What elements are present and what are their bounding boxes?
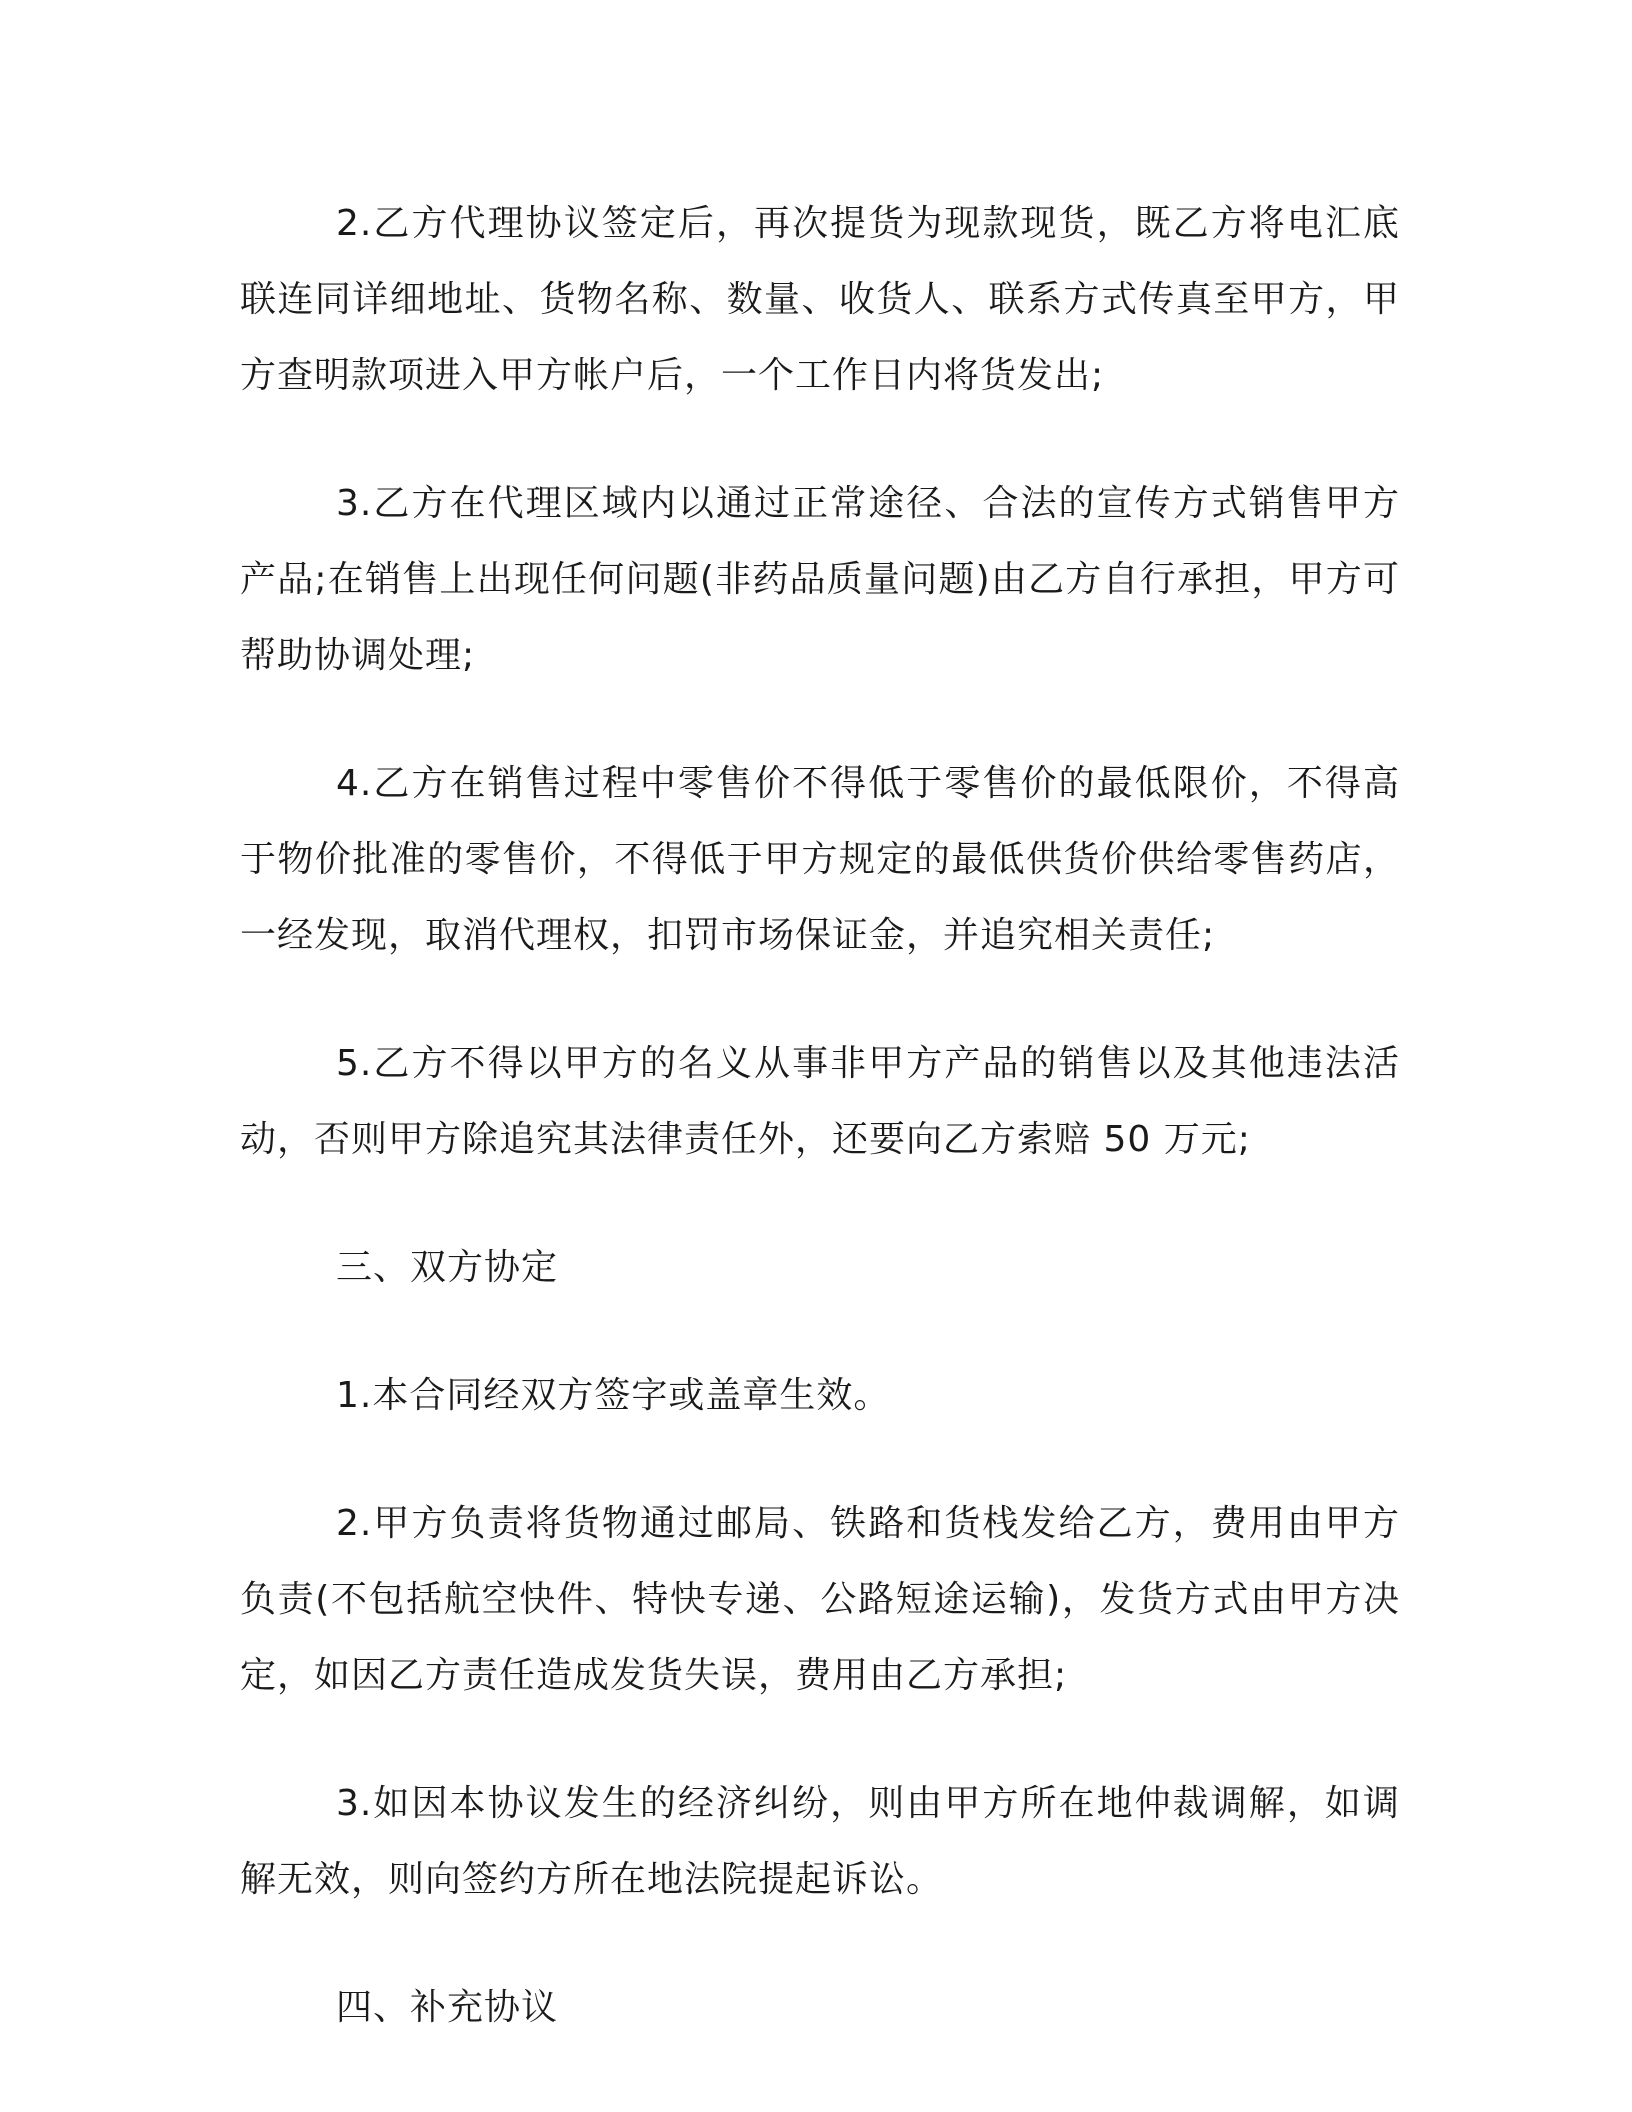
section-heading-supplementary: 四、补充协议 <box>336 1987 559 2028</box>
section-heading-mutual-agreement: 三、双方协定 <box>336 1247 559 1288</box>
agreement-item-1: 1.本合同经双方签字或盖章生效。 <box>336 1375 891 1416</box>
paragraph-item-4: 4.乙方在销售过程中零售价不得低于零售价的最低限价，不得高于物价批准的零售价，不得低于甲方规定的最低供货价供给零售药店，一经发现，取消代理权，扣罚市场保证金，并追究相关责任; <box>240 763 1400 956</box>
paragraph-item-5: 5.乙方不得以甲方的名义从事非甲方产品的销售以及其他违法活动，否则甲方除追究其法律责任外，还要向乙方索赔 50 万元; <box>240 1043 1400 1160</box>
agreement-item-3: 3.如因本协议发生的经济纠纷，则由甲方所在地仲裁调解，如调解无效，则向签约方所在地法院提起诉讼。 <box>240 1783 1400 1900</box>
document-body <box>240 186 1400 2098</box>
paragraph-item-3: 3.乙方在代理区域内以通过正常途径、合法的宣传方式销售甲方产品;在销售上出现任何问题(非药品质量问题)由乙方自行承担，甲方可帮助协调处理; <box>240 483 1400 676</box>
paragraph-item-2: 2.乙方代理协议签定后，再次提货为现款现货，既乙方将电汇底联连同详细地址、货物名称、数量、收货人、联系方式传真至甲方，甲方查明款项进入甲方帐户后，一个工作日内将货发出; <box>240 203 1400 396</box>
agreement-item-2: 2.甲方负责将货物通过邮局、铁路和货栈发给乙方，费用由甲方负责(不包括航空快件、特快专递、公路短途运输)，发货方式由甲方决定，如因乙方责任造成发货失误，费用由乙方承担; <box>240 1503 1400 1696</box>
